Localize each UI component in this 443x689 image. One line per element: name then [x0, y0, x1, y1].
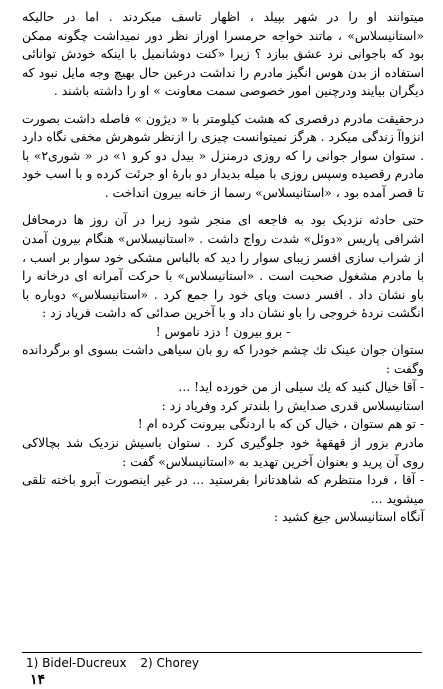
dialogue-line: - آقا خیال کنید که یك سیلی از من خورده اید! ...: [178, 380, 424, 395]
body-text: [22, 8, 424, 527]
dialogue-line: - برو بیرون ! دزد ناموس !: [155, 324, 291, 339]
footnote-1: 1) Bidel-Ducreux: [26, 656, 127, 670]
footnote-2: 2) Chorey: [140, 656, 200, 670]
paragraph-4: ستوان جوان عینک تك چشم خودرا که رو بان سیاهی داشت بسوی او برگردانده وگفت :: [22, 343, 424, 376]
paragraph-6: مادرم بزور از قهقههٔ خود جلوگیری کرد . ستوان باسیش نزدیک شد بچالاکی روی آن پرید و بعنوان آخرین تهدید به «استانیسلاس» گفت :: [22, 436, 424, 469]
paragraph-2: درحقیقت مادرم درقصری که هشت کیلومتر با « دیژون » فاصله داشت بصورت انزواآ زندگی میکرد . هرگز نمیتوانست چیزی را ازنظر شوهرش مخفی نگاه دارد . ستوان سوار جوانی را که روزی درمنزل « بیدل دو کرو ۱» در « شوری۲» با مادرم رقصیده وسپس روزی با میله بدیدار دو بارهٔ او جرئت کرده و با اسب خود تا قصر آمده بود ، «استانیسلاس» رسما از خانه بیرون انداخت .: [22, 111, 424, 200]
page-number: ۱۴: [30, 672, 46, 688]
paragraph-5: استانیسلاس قدری صدایش را بلندتر کرد وفریاد زد :: [161, 398, 424, 413]
dialogue-line: - تو هم ستوان ، خیال کن که با اردنگی بیرونت کرده ام !: [137, 417, 424, 432]
footnotes: [26, 656, 209, 670]
paragraph-3: حتی حادثه نزدیک بود به فاجعه ای منجر شود زیرا در آن روز ها درمحافل اشرافی پاریس «دوئل» شدت رواج داشت . «استانیسلاس» هنگام بیرون آمدن از شراب سازی افسر زیبای سوار را دید که بالباس مشکی خود سوار بر اسب ، با مادرم مشغول صحبت است . «استانیسلاس» با حرکت آمرانه ای درخانه را باو نشان داد . افسر دست وپای خود را جمع کرد . «استانیسلاس» دوباره با انگشت نردهٔ خروجی را باو نشان داد و با آخرین صدائی که داشت فریاد زد :: [22, 213, 424, 321]
paragraph-1: میتوانند او را در شهر بپیلد ، اظهار تاسف میکردند . اما در حالیکه «استانیسلاس» ، ماتند خواجه حرمسرا اوراز نظر دور نمیداشت چگونه ممکن بود که باجوانی نرد عشق ببازد ؟ زیرا «کنت دوشانمیل با اینکه خودش توانائی استفاده از بدن هوس انگیز مادرم را نداشت درعین حال بهیچ وجه مایل نبود که دیگران بیایند ودرچنین امور خصوصی سمت معاونت » او را داشته باشند .: [22, 10, 424, 99]
dialogue-line: - آقا ، فردا منتظرم که شاهدتانرا بفرستید ... در غیر اینصورت آبرو باخته تلقی میشوید ...: [22, 473, 424, 506]
footnote-divider: [22, 652, 422, 653]
paragraph-7: آنگاه استانیسلاس جیغ کشید :: [273, 510, 424, 525]
